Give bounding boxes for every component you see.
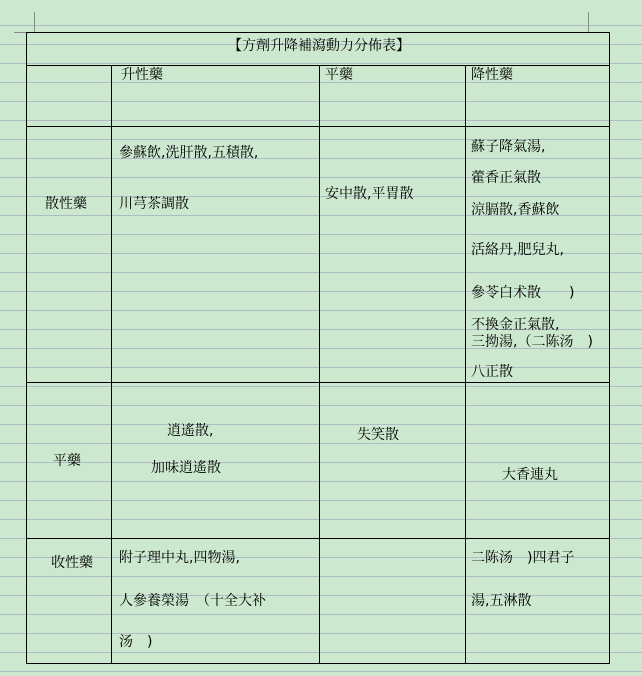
cell-text: 安中散,平胃散 xyxy=(325,186,414,202)
row-label-astringent: 收性藥 xyxy=(51,555,93,571)
row-divider-title xyxy=(27,65,609,66)
col-divider-2 xyxy=(319,65,320,663)
table-title: 【方劑升降補瀉動力分佈表】 xyxy=(228,38,410,54)
cell-text: 加味逍遙散 xyxy=(151,460,221,476)
header-rising: 升性藥 xyxy=(121,67,163,83)
cell-text: 活絡丹,肥兒丸, xyxy=(471,242,564,258)
cell-text: 參蘇飲,洗肝散,五積散, xyxy=(119,145,259,161)
col-divider-3 xyxy=(465,65,466,663)
header-falling: 降性藥 xyxy=(471,67,513,83)
cell-text: 蘇子降氣湯, xyxy=(471,139,546,155)
row-divider-1 xyxy=(27,382,609,383)
header-neutral: 平藥 xyxy=(325,67,353,83)
cell-text: 川芎茶調散 xyxy=(119,196,189,212)
dynamics-table xyxy=(26,32,610,664)
cell-text: 汤 ) xyxy=(119,634,153,650)
cell-text: 三拗湯,（二陈汤 ) xyxy=(471,334,593,350)
row-divider-header xyxy=(27,126,609,127)
cell-text: 二陈汤 )四君子 xyxy=(471,550,575,566)
row-divider-2 xyxy=(27,538,609,539)
cell-text: 附子理中丸,四物湯, xyxy=(119,550,240,566)
cell-text: 八正散 xyxy=(471,364,513,380)
cell-text: 參苓白术散 ) xyxy=(471,285,575,301)
row-label-dispersing: 散性藥 xyxy=(45,196,87,212)
cell-text: 逍遙散, xyxy=(167,423,214,439)
margin-corner-top-right xyxy=(588,12,609,33)
cell-text: 人參養榮湯 （十全大补 xyxy=(119,593,266,609)
cell-text: 不換金正氣散, xyxy=(471,317,560,333)
cell-text: 涼膈散,香蘇飲 xyxy=(471,202,560,218)
row-label-neutral: 平藥 xyxy=(53,453,81,469)
cell-text: 藿香正氣散 xyxy=(471,170,541,186)
cell-text: 失笑散 xyxy=(357,427,399,443)
cell-text: 大香連丸 xyxy=(502,467,558,483)
col-divider-1 xyxy=(111,65,112,663)
cell-text: 湯,五淋散 xyxy=(471,593,532,609)
margin-corner-top-left xyxy=(14,12,35,33)
